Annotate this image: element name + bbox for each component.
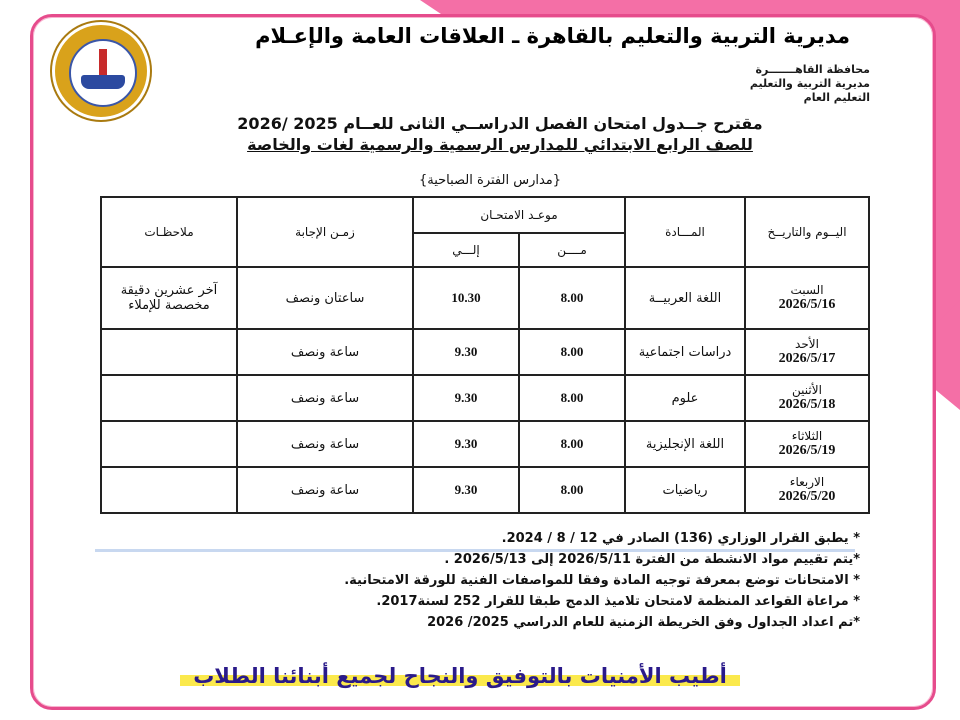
footer-wishes: أطيب الأمنيات بالتوفيق والنجاح لجميع أبنائنا الطلاب: [180, 664, 740, 688]
duration-cell: ساعة ونصف: [237, 467, 413, 513]
note-item: *يتم تقييم مواد الانشطة من الفترة 2026/5/11 إلى 2026/5/13 .: [444, 552, 860, 567]
header-from: مــــن: [519, 233, 625, 267]
duration-cell: ساعة ونصف: [237, 421, 413, 467]
day-name: الاربعاء: [789, 475, 825, 489]
exam-date: 2026/5/17: [778, 351, 836, 366]
header-subject: المـــادة: [625, 197, 745, 267]
day-date-cell: [745, 267, 869, 329]
day-date-cell: [745, 329, 869, 375]
day-name: السبت: [790, 283, 824, 297]
from-cell: 8.00: [519, 267, 625, 329]
table-row: [101, 467, 869, 513]
to-cell: 9.30: [413, 329, 519, 375]
from-cell: 8.00: [519, 329, 625, 375]
directorate-logo: [52, 22, 150, 120]
subject-cell: علوم: [625, 375, 745, 421]
day-name: الثلاثاء: [791, 429, 823, 443]
subject-cell: اللغة العربيــة: [625, 267, 745, 329]
table-row: [101, 329, 869, 375]
note-item: * الامتحانات توضع بمعرفة توجيه المادة وفقا للمواصفات الفنية للورقة الامتحانية.: [344, 573, 860, 588]
notes-cell: [101, 375, 237, 421]
header-duration: زمـن الإجابة: [237, 197, 413, 267]
document-title-line1: مقترح جــدول امتحان الفصل الدراســي الثانى للعــام 2025 /2026: [237, 114, 763, 133]
notes-cell: [101, 329, 237, 375]
org-directorate: مديرية التربية والتعليم: [749, 77, 870, 90]
exam-date: 2026/5/19: [778, 443, 836, 458]
document-title-line2: للصف الرابع الابتدائي للمدارس الرسمية والرسمية لغات والخاصة: [247, 135, 753, 154]
day-name: الأثنين: [792, 383, 822, 397]
page-title: مديرية التربية والتعليم بالقاهرة ـ العلاقات العامة والإعـلام: [255, 24, 850, 48]
org-governorate: محافظة القاهـــــــرة: [755, 63, 870, 76]
table-row: [101, 421, 869, 467]
document-title: [160, 113, 840, 155]
exam-date: 2026/5/18: [778, 397, 836, 412]
day-date-cell: [745, 467, 869, 513]
exam-schedule-table: [100, 196, 870, 514]
duration-cell: ساعتان ونصف: [237, 267, 413, 329]
notes-list: [150, 528, 860, 633]
organization-lines: [750, 63, 870, 105]
header-day-date: اليــوم والتاريــخ: [745, 197, 869, 267]
header-notes: ملاحظـات: [101, 197, 237, 267]
exam-date: 2026/5/16: [778, 297, 836, 312]
note-item: *تم اعداد الجداول وفق الخريطة الزمنية للعام الدراسي 2025/ 2026: [427, 615, 860, 630]
book-icon: [81, 75, 125, 89]
notes-cell: آخر عشرين دقيقة مخصصة للإملاء: [101, 267, 237, 329]
from-cell: 8.00: [519, 467, 625, 513]
to-cell: 9.30: [413, 375, 519, 421]
day-date-cell: [745, 421, 869, 467]
notes-cell: [101, 467, 237, 513]
subject-cell: رياضيات: [625, 467, 745, 513]
day-date-cell: [745, 375, 869, 421]
period-label: {مدارس الفترة الصباحية}: [418, 173, 562, 188]
exam-date: 2026/5/20: [778, 489, 836, 504]
from-cell: 8.00: [519, 375, 625, 421]
duration-cell: ساعة ونصف: [237, 375, 413, 421]
table-row: [101, 267, 869, 329]
cairo-tower-icon: [99, 49, 107, 77]
duration-cell: ساعة ونصف: [237, 329, 413, 375]
to-cell: 9.30: [413, 467, 519, 513]
header-to: إلـــي: [413, 233, 519, 267]
logo-emblem: [69, 39, 137, 107]
note-item: * مراعاة القواعد المنظمة لامتحان تلاميذ الدمج طبقا للقرار 252 لسنة2017.: [376, 594, 860, 609]
subject-cell: اللغة الإنجليزية: [625, 421, 745, 467]
to-cell: 9.30: [413, 421, 519, 467]
table-row: [101, 375, 869, 421]
day-name: الأحد: [795, 337, 819, 351]
subject-cell: دراسات اجتماعية: [625, 329, 745, 375]
org-department: التعليم العام: [803, 91, 870, 104]
to-cell: 10.30: [413, 267, 519, 329]
from-cell: 8.00: [519, 421, 625, 467]
header-exam-time: موعـد الامتحـان: [413, 197, 625, 233]
notes-cell: [101, 421, 237, 467]
note-item: * يطبق القرار الوزاري (136) الصادر في 12 / 8 / 2024.: [501, 531, 860, 546]
